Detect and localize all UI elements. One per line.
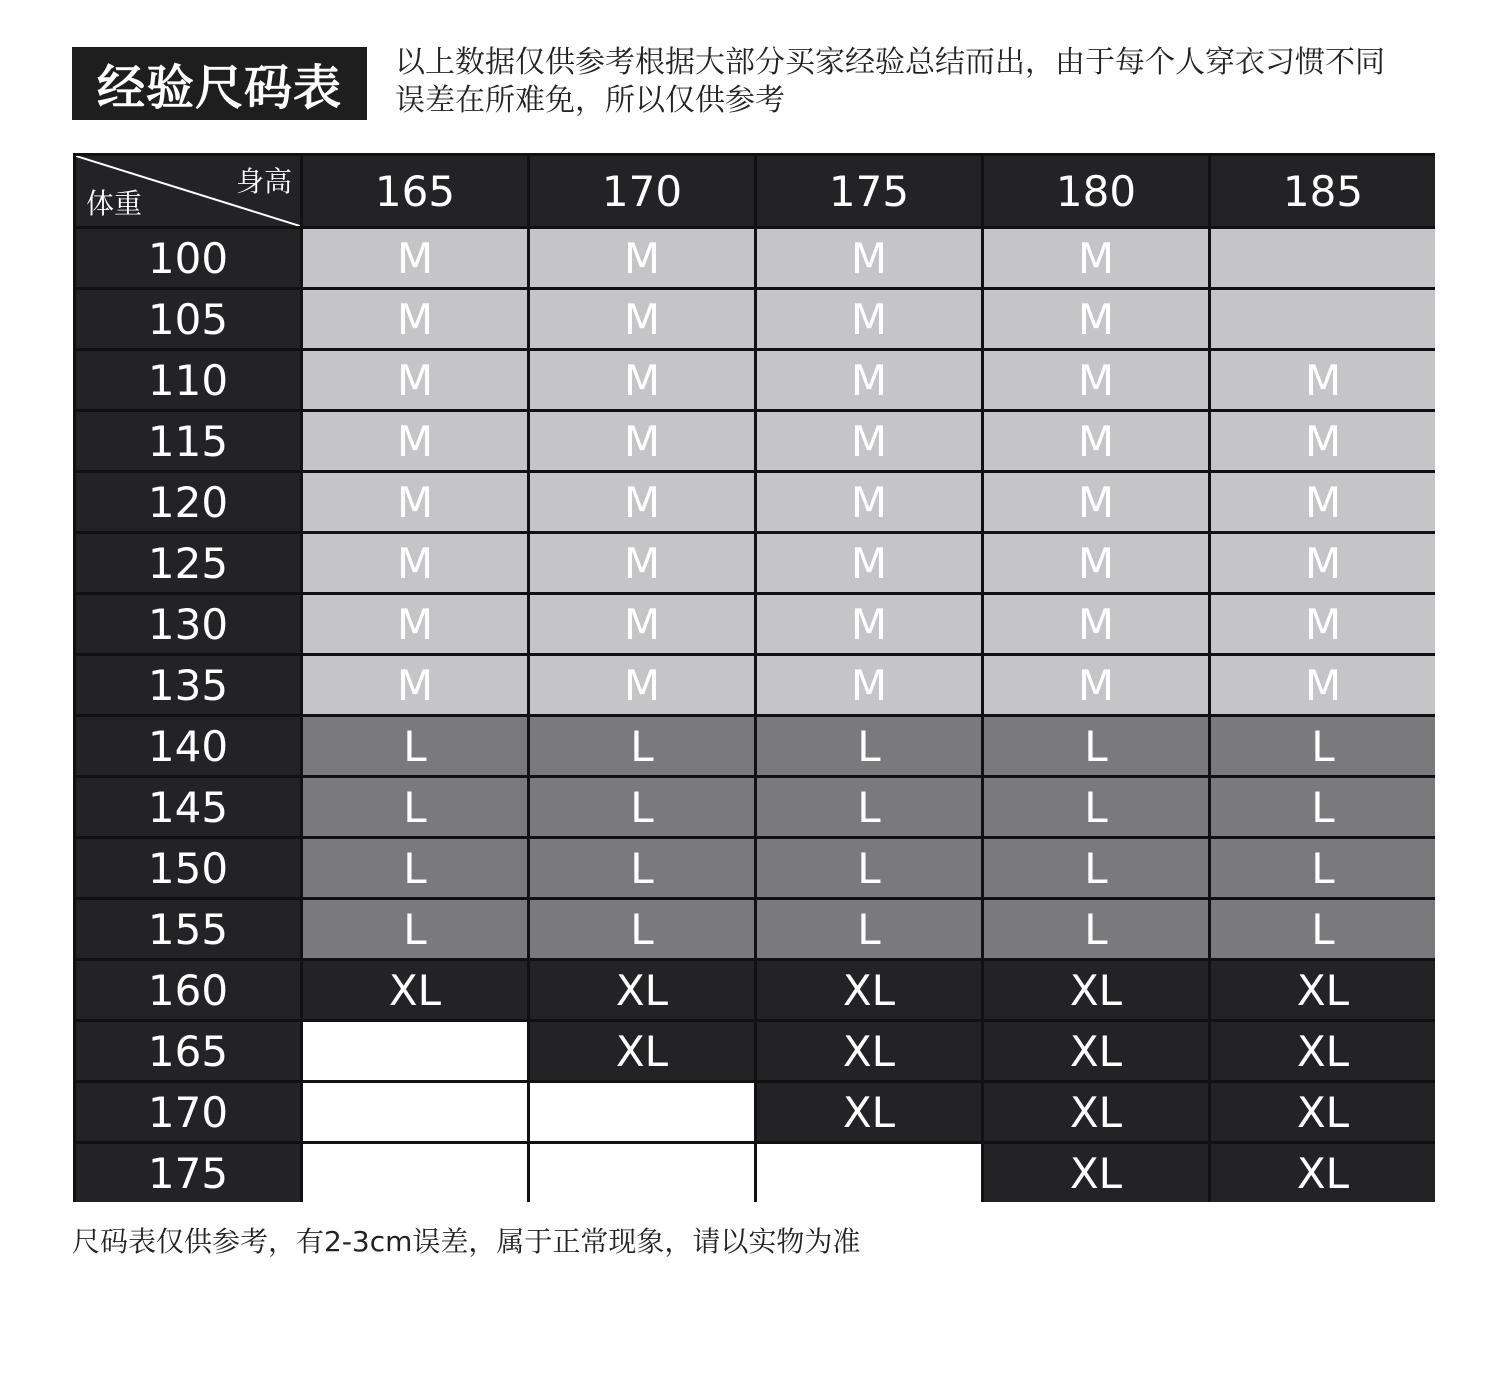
size-cell: XL bbox=[984, 961, 1208, 1019]
size-cell: M bbox=[303, 595, 527, 653]
size-cell: M bbox=[984, 351, 1208, 409]
size-cell: L bbox=[984, 839, 1208, 897]
size-cell: M bbox=[303, 351, 527, 409]
size-cell: L bbox=[530, 778, 754, 836]
size-cell: M bbox=[757, 229, 981, 287]
size-cell: L bbox=[530, 900, 754, 958]
size-cell: XL bbox=[1211, 1022, 1435, 1080]
size-cell: M bbox=[1211, 534, 1435, 592]
height-axis-label: 身高 bbox=[235, 165, 292, 198]
size-cell: L bbox=[1211, 717, 1435, 775]
size-cell: M bbox=[303, 290, 527, 348]
size-cell bbox=[1211, 229, 1435, 287]
height-header-165: 165 bbox=[303, 156, 527, 226]
size-cell: XL bbox=[530, 961, 754, 1019]
size-cell: M bbox=[757, 595, 981, 653]
footnote: 尺码表仅供参考，有2-3cm误差，属于正常现象，请以实物为准 bbox=[72, 1225, 861, 1258]
weight-header-140: 140 bbox=[76, 717, 300, 775]
size-cell: M bbox=[757, 656, 981, 714]
size-cell: M bbox=[530, 290, 754, 348]
size-cell bbox=[757, 1144, 981, 1202]
size-cell: XL bbox=[757, 961, 981, 1019]
size-cell: L bbox=[530, 717, 754, 775]
size-cell: XL bbox=[757, 1083, 981, 1141]
size-cell: M bbox=[530, 412, 754, 470]
weight-header-160: 160 bbox=[76, 961, 300, 1019]
size-cell: L bbox=[1211, 778, 1435, 836]
size-cell: M bbox=[757, 473, 981, 531]
size-cell: M bbox=[303, 534, 527, 592]
height-header-170: 170 bbox=[530, 156, 754, 226]
size-cell: M bbox=[530, 351, 754, 409]
size-cell: L bbox=[303, 717, 527, 775]
size-cell: XL bbox=[303, 961, 527, 1019]
weight-header-165: 165 bbox=[76, 1022, 300, 1080]
size-cell bbox=[303, 1022, 527, 1080]
size-cell bbox=[303, 1144, 527, 1202]
size-cell: M bbox=[984, 473, 1208, 531]
size-cell: L bbox=[530, 839, 754, 897]
size-cell: L bbox=[757, 717, 981, 775]
weight-header-145: 145 bbox=[76, 778, 300, 836]
size-cell: L bbox=[303, 900, 527, 958]
size-cell: M bbox=[303, 473, 527, 531]
size-cell: M bbox=[984, 412, 1208, 470]
weight-header-175: 175 bbox=[76, 1144, 300, 1202]
weight-header-135: 135 bbox=[76, 656, 300, 714]
size-table bbox=[73, 153, 1435, 1202]
size-cell: M bbox=[530, 229, 754, 287]
size-cell: XL bbox=[1211, 961, 1435, 1019]
weight-header-100: 100 bbox=[76, 229, 300, 287]
weight-header-115: 115 bbox=[76, 412, 300, 470]
size-cell: L bbox=[757, 839, 981, 897]
size-cell: M bbox=[757, 412, 981, 470]
size-cell: XL bbox=[1211, 1144, 1435, 1202]
size-cell: M bbox=[984, 595, 1208, 653]
size-cell bbox=[530, 1083, 754, 1141]
weight-header-155: 155 bbox=[76, 900, 300, 958]
size-cell: M bbox=[757, 351, 981, 409]
weight-header-110: 110 bbox=[76, 351, 300, 409]
height-header-180: 180 bbox=[984, 156, 1208, 226]
size-cell: M bbox=[757, 290, 981, 348]
size-cell: XL bbox=[530, 1022, 754, 1080]
size-cell: L bbox=[303, 839, 527, 897]
size-cell: M bbox=[1211, 351, 1435, 409]
size-cell: L bbox=[984, 717, 1208, 775]
size-cell: M bbox=[530, 595, 754, 653]
weight-header-105: 105 bbox=[76, 290, 300, 348]
weight-axis-label: 体重 bbox=[86, 187, 143, 220]
size-cell: XL bbox=[1211, 1083, 1435, 1141]
size-cell: M bbox=[1211, 595, 1435, 653]
size-cell: M bbox=[530, 473, 754, 531]
size-cell: M bbox=[984, 229, 1208, 287]
size-cell: L bbox=[1211, 900, 1435, 958]
size-cell: M bbox=[1211, 656, 1435, 714]
weight-header-170: 170 bbox=[76, 1083, 300, 1141]
size-cell: L bbox=[757, 778, 981, 836]
intro-line-2: 误差在所难免，所以仅供参考 bbox=[395, 83, 785, 118]
size-cell bbox=[530, 1144, 754, 1202]
weight-header-150: 150 bbox=[76, 839, 300, 897]
weight-header-125: 125 bbox=[76, 534, 300, 592]
size-cell: M bbox=[303, 412, 527, 470]
size-cell: M bbox=[1211, 473, 1435, 531]
size-chart-title: 经验尺码表 bbox=[72, 47, 367, 120]
size-cell: L bbox=[984, 900, 1208, 958]
size-cell: M bbox=[984, 656, 1208, 714]
weight-header-120: 120 bbox=[76, 473, 300, 531]
size-cell: M bbox=[757, 534, 981, 592]
size-cell: M bbox=[303, 229, 527, 287]
size-cell: M bbox=[984, 534, 1208, 592]
size-cell: L bbox=[1211, 839, 1435, 897]
size-cell: M bbox=[303, 656, 527, 714]
height-header-185: 185 bbox=[1211, 156, 1435, 226]
size-cell: M bbox=[1211, 412, 1435, 470]
table-corner-header bbox=[76, 156, 300, 226]
size-cell: L bbox=[757, 900, 981, 958]
size-cell: XL bbox=[984, 1144, 1208, 1202]
size-cell bbox=[1211, 290, 1435, 348]
size-cell: L bbox=[984, 778, 1208, 836]
size-cell: L bbox=[303, 778, 527, 836]
intro-text bbox=[395, 44, 1455, 120]
size-cell: XL bbox=[984, 1083, 1208, 1141]
size-cell: XL bbox=[757, 1022, 981, 1080]
size-cell: M bbox=[530, 534, 754, 592]
intro-line-1: 以上数据仅供参考根据大部分买家经验总结而出，由于每个人穿衣习惯不同 bbox=[395, 45, 1385, 80]
weight-header-130: 130 bbox=[76, 595, 300, 653]
height-header-175: 175 bbox=[757, 156, 981, 226]
size-cell: M bbox=[984, 290, 1208, 348]
size-cell bbox=[303, 1083, 527, 1141]
size-cell: M bbox=[530, 656, 754, 714]
size-cell: XL bbox=[984, 1022, 1208, 1080]
